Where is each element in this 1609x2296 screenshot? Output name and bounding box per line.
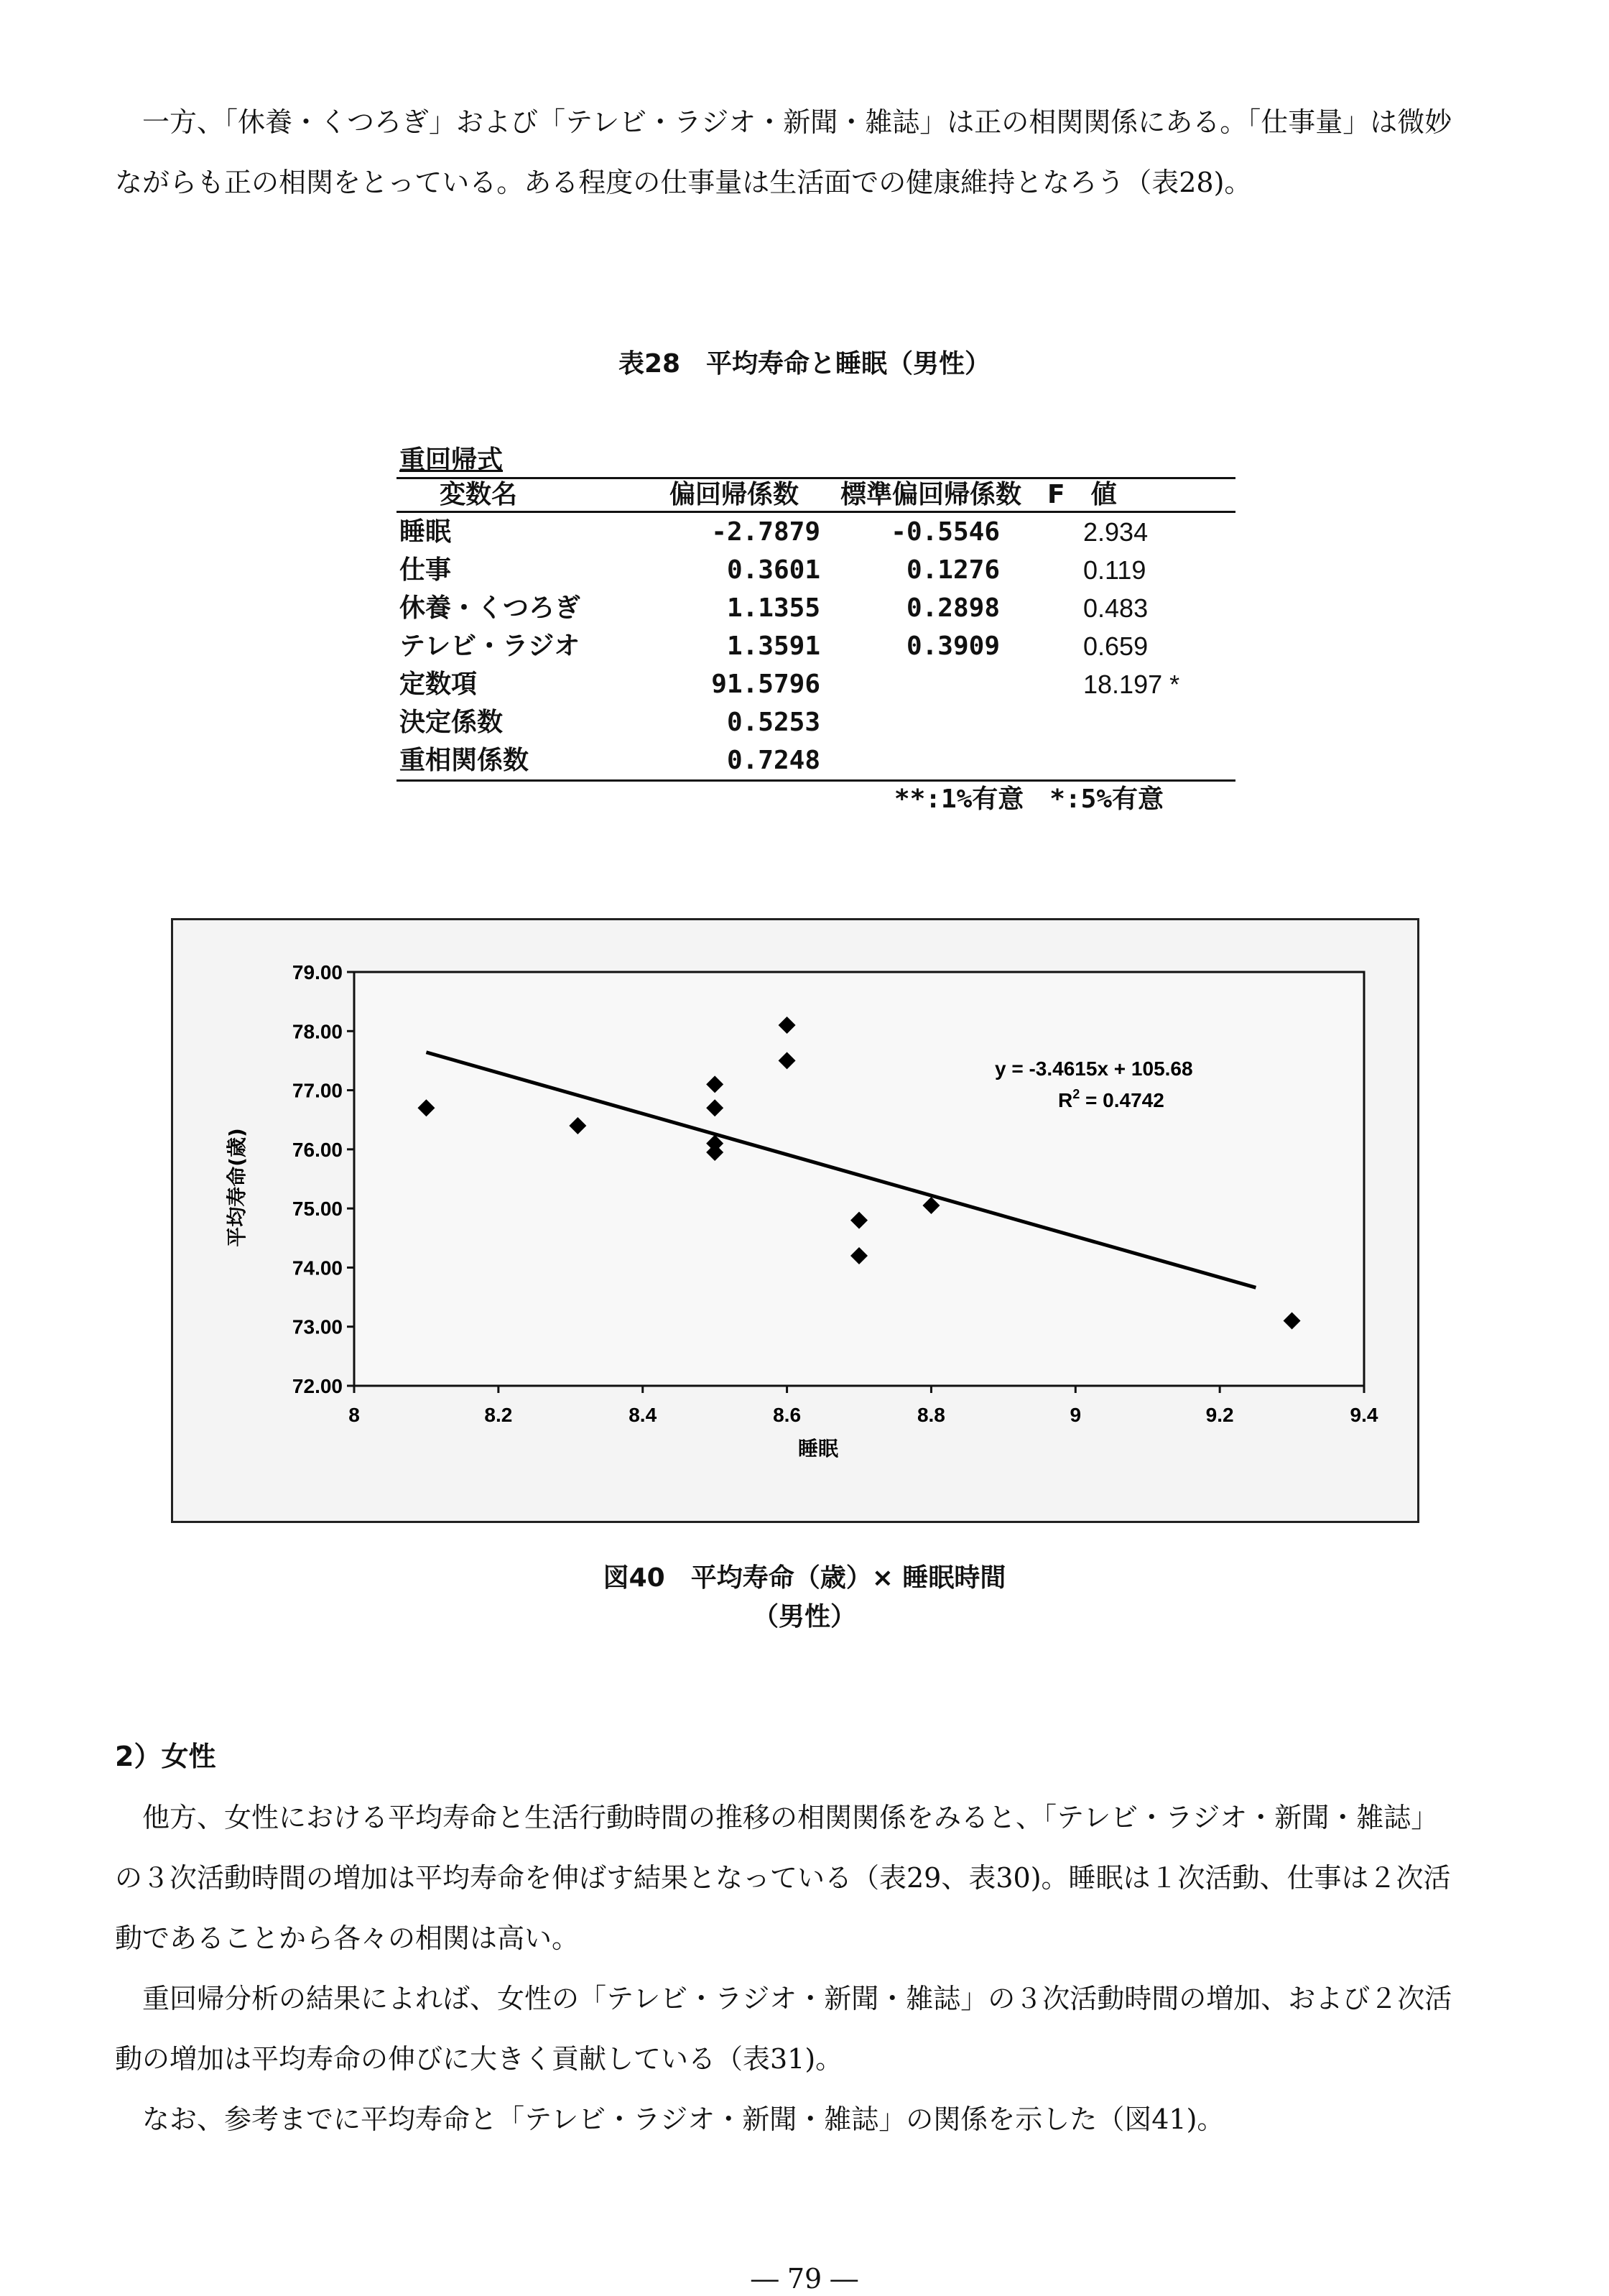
x-axis xyxy=(348,1386,1378,1426)
variable-name: 休養・くつろぎ xyxy=(399,593,581,623)
r-squared-sup: 2 xyxy=(1072,1087,1080,1101)
partial-coefficient: 91.5796 xyxy=(711,670,820,699)
x-tick-label: 8.4 xyxy=(629,1404,657,1426)
r-squared-r: R xyxy=(1058,1089,1073,1111)
variable-name: テレビ・ラジオ xyxy=(399,631,580,661)
y-tick-label: 73.00 xyxy=(292,1315,343,1338)
x-tick-label: 8 xyxy=(348,1404,360,1426)
table-row xyxy=(397,665,1235,703)
chart-canvas xyxy=(173,920,1422,1525)
standardized-coefficient: 0.1276 xyxy=(906,555,1000,585)
variable-name: 定数項 xyxy=(399,670,478,699)
intro-paragraph: 一方、「休養・くつろぎ」および「テレビ・ラジオ・新聞・雑誌」は正の相関関係にある。「仕事量」は微妙ながらも正の相関をとっている。ある程度の仕事量は生活面での健康維持となろう（表28)。 xyxy=(115,106,1452,198)
regression-table xyxy=(397,444,1235,818)
y-tick-label: 76.00 xyxy=(292,1138,343,1161)
x-axis-label: 睡眠 xyxy=(797,1437,839,1461)
female-paragraph-2: 重回帰分析の結果によれば、女性の「テレビ・ラジオ・新聞・雑誌」の３次活動時間の増加、および２次活動の増加は平均寿命の伸びに大きく貢献している（表31)。 xyxy=(115,1983,1452,2075)
table-row xyxy=(397,703,1235,741)
page-number: ― 79 ― xyxy=(751,2263,858,2295)
table-row xyxy=(397,512,1235,552)
regression-grid xyxy=(397,477,1235,782)
standardized-coefficient xyxy=(827,741,1043,781)
partial-coefficient: 1.3591 xyxy=(726,631,820,661)
x-tick-label: 9.4 xyxy=(1350,1404,1378,1426)
column-header: 標準偏回帰係数 xyxy=(827,478,1043,512)
partial-coefficient: 0.5253 xyxy=(726,708,820,737)
x-tick-label: 8.8 xyxy=(917,1404,945,1426)
table-row xyxy=(397,741,1235,781)
regression-header-row xyxy=(397,478,1235,512)
significance-note: **:1%有意 *:5%有意 xyxy=(894,784,1164,814)
section-heading: 2）女性 xyxy=(115,1741,216,1772)
trendline-equation: y = -3.4615x + 105.68 xyxy=(995,1057,1193,1080)
standardized-coefficient xyxy=(827,703,1043,741)
figure-caption-line1: 図40 平均寿命（歳）× 睡眠時間 xyxy=(603,1563,1006,1593)
y-tick-label: 75.00 xyxy=(292,1198,343,1221)
x-tick-label: 9.2 xyxy=(1205,1404,1234,1426)
standardized-coefficient: 0.2898 xyxy=(906,593,1000,623)
x-tick-label: 9 xyxy=(1070,1404,1082,1426)
scatter-chart xyxy=(171,918,1419,1523)
standardized-coefficient: -0.5546 xyxy=(891,517,1000,547)
intro-paragraph-block xyxy=(115,92,1465,213)
y-tick-label: 79.00 xyxy=(292,961,343,983)
female-paragraph-1: 他方、女性における平均寿命と生活行動時間の推移の相関関係をみると、「テレビ・ラジオ・新聞・雑誌」の３次活動時間の増加は平均寿命を伸ばす結果となっている（表29、表30)。睡眠は１次活動、仕事は２次活動であることから各々の相関は高い。 xyxy=(115,1802,1451,1954)
partial-coefficient: 0.3601 xyxy=(726,555,820,585)
partial-coefficient: -2.7879 xyxy=(711,517,820,547)
variable-name: 睡眠 xyxy=(399,517,452,547)
x-tick-label: 8.6 xyxy=(773,1404,802,1426)
table-caption: 表28 平均寿命と睡眠（男性） xyxy=(618,349,991,379)
y-tick-label: 74.00 xyxy=(292,1256,343,1279)
regression-heading: 重回帰式 xyxy=(399,445,504,475)
column-header: F 値 xyxy=(1043,478,1235,512)
table-row xyxy=(397,551,1235,589)
female-paragraph-block xyxy=(115,1787,1465,2149)
y-tick-label: 72.00 xyxy=(292,1375,343,1397)
column-header: 変数名 xyxy=(397,478,612,512)
f-value: 0.659 xyxy=(1083,631,1149,661)
plot-area xyxy=(354,972,1364,1386)
female-paragraph-3: なお、参考までに平均寿命と「テレビ・ラジオ・新聞・雑誌」の関係を示した（図41)。 xyxy=(142,2103,1225,2135)
x-tick-label: 8.2 xyxy=(484,1404,513,1426)
y-tick-label: 77.00 xyxy=(292,1079,343,1102)
table-row xyxy=(397,589,1235,627)
f-value: 18.197 * xyxy=(1083,670,1180,699)
f-value xyxy=(1043,703,1235,741)
standardized-coefficient xyxy=(827,665,1043,703)
y-tick-label: 78.00 xyxy=(292,1020,343,1043)
f-value: 2.934 xyxy=(1083,517,1149,547)
variable-name: 仕事 xyxy=(399,555,452,585)
partial-coefficient: 1.1355 xyxy=(726,593,820,623)
table-row xyxy=(397,627,1235,665)
column-header: 偏回帰係数 xyxy=(612,478,827,512)
partial-coefficient: 0.7248 xyxy=(612,741,827,781)
r-squared-value: = 0.4742 xyxy=(1080,1089,1164,1111)
figure-caption-line2: （男性） xyxy=(752,1602,856,1631)
variable-name: 重相関係数 xyxy=(397,741,612,781)
variable-name: 決定係数 xyxy=(399,708,504,737)
y-axis-label: 平均寿命(歳) xyxy=(225,1128,249,1247)
y-axis xyxy=(292,961,354,1397)
f-value: 0.483 xyxy=(1083,593,1149,623)
f-value: 0.119 xyxy=(1083,555,1146,585)
f-value xyxy=(1043,741,1235,781)
standardized-coefficient: 0.3909 xyxy=(906,631,1000,661)
